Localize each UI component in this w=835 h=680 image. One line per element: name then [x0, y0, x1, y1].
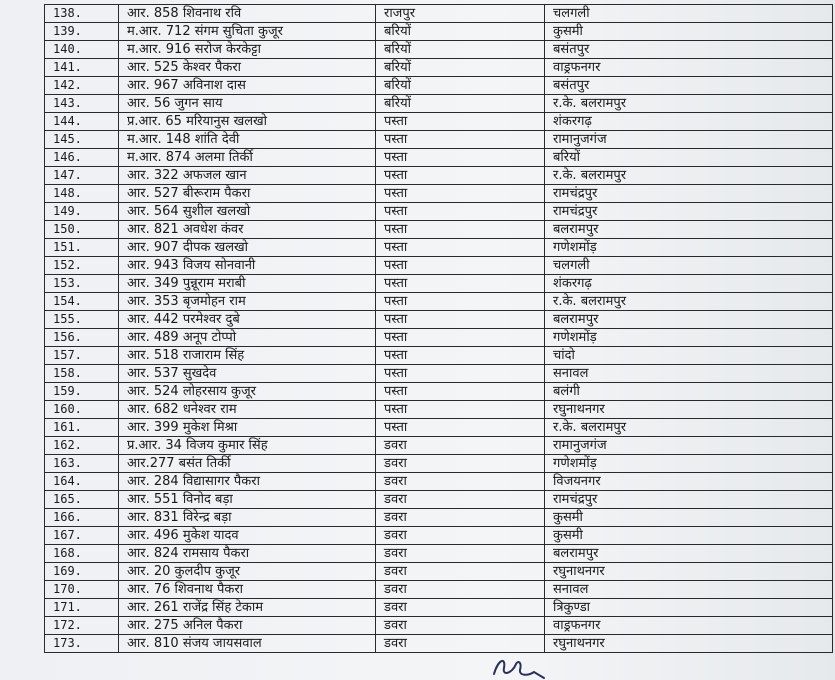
current-posting-cell: पस्ता	[376, 239, 545, 257]
table-row	[45, 5, 833, 23]
name-cell: आर. 496 मुकेश यादव	[119, 527, 376, 545]
new-posting-cell: शंकरगढ़	[545, 113, 833, 131]
serial-number-cell: 142.	[45, 77, 119, 95]
new-posting-cell: शंकरगढ़	[545, 275, 833, 293]
serial-number-cell: 170.	[45, 581, 119, 599]
table-row	[45, 149, 833, 167]
current-posting-cell: पस्ता	[376, 347, 545, 365]
current-posting-cell: डवरा	[376, 581, 545, 599]
serial-number-cell: 163.	[45, 455, 119, 473]
current-posting-cell: पस्ता	[376, 293, 545, 311]
serial-number-cell: 143.	[45, 95, 119, 113]
table-row	[45, 275, 833, 293]
current-posting-cell: पस्ता	[376, 113, 545, 131]
table-row	[45, 311, 833, 329]
current-posting-cell: पस्ता	[376, 221, 545, 239]
current-posting-cell: बरियों	[376, 41, 545, 59]
current-posting-cell: डवरा	[376, 599, 545, 617]
table-row	[45, 203, 833, 221]
new-posting-cell: बलरामपुर	[545, 311, 833, 329]
serial-number-cell: 148.	[45, 185, 119, 203]
name-cell: आर.277 बसंत तिर्की	[119, 455, 376, 473]
serial-number-cell: 167.	[45, 527, 119, 545]
name-cell: आर. 967 अविनाश दास	[119, 77, 376, 95]
current-posting-cell: पस्ता	[376, 257, 545, 275]
table-row	[45, 401, 833, 419]
current-posting-cell: डवरा	[376, 527, 545, 545]
current-posting-cell: डवरा	[376, 545, 545, 563]
current-posting-cell: डवरा	[376, 563, 545, 581]
new-posting-cell: रामानुजगंज	[545, 131, 833, 149]
current-posting-cell: डवरा	[376, 437, 545, 455]
table-row	[45, 329, 833, 347]
new-posting-cell: वाड्रफनगर	[545, 617, 833, 635]
serial-number-cell: 159.	[45, 383, 119, 401]
new-posting-cell: गणेशमोंड़	[545, 329, 833, 347]
new-posting-cell: र.के. बलरामपुर	[545, 167, 833, 185]
new-posting-cell: चांदो	[545, 347, 833, 365]
serial-number-cell: 138.	[45, 5, 119, 23]
current-posting-cell: डवरा	[376, 491, 545, 509]
name-cell: आर. 858 शिवनाथ रवि	[119, 5, 376, 23]
table-row	[45, 383, 833, 401]
transfer-list-table	[44, 4, 833, 653]
current-posting-cell: डवरा	[376, 617, 545, 635]
name-cell: म.आर. 916 सरोज केरकेट्टा	[119, 41, 376, 59]
table-row	[45, 239, 833, 257]
serial-number-cell: 168.	[45, 545, 119, 563]
new-posting-cell: रघुनाथनगर	[545, 635, 833, 653]
table-row	[45, 455, 833, 473]
table-row	[45, 473, 833, 491]
name-cell: आर. 353 बृजमोहन राम	[119, 293, 376, 311]
new-posting-cell: सनावल	[545, 365, 833, 383]
new-posting-cell: कुसमी	[545, 23, 833, 41]
serial-number-cell: 171.	[45, 599, 119, 617]
table-row	[45, 221, 833, 239]
name-cell: म.आर. 874 अलमा तिर्की	[119, 149, 376, 167]
current-posting-cell: पस्ता	[376, 275, 545, 293]
serial-number-cell: 151.	[45, 239, 119, 257]
new-posting-cell: बसंतपुर	[545, 77, 833, 95]
name-cell: प्र.आर. 34 विजय कुमार सिंह	[119, 437, 376, 455]
current-posting-cell: डवरा	[376, 509, 545, 527]
serial-number-cell: 169.	[45, 563, 119, 581]
table-row	[45, 347, 833, 365]
table-row	[45, 59, 833, 77]
name-cell: आर. 821 अवधेश कंवर	[119, 221, 376, 239]
new-posting-cell: बरियों	[545, 149, 833, 167]
name-cell: आर. 261 राजेंद्र सिंह टेकाम	[119, 599, 376, 617]
serial-number-cell: 149.	[45, 203, 119, 221]
name-cell: आर. 525 केश्वर पैकरा	[119, 59, 376, 77]
name-cell: आर. 682 धनेश्वर राम	[119, 401, 376, 419]
current-posting-cell: पस्ता	[376, 329, 545, 347]
current-posting-cell: राजपुर	[376, 5, 545, 23]
table-row	[45, 491, 833, 509]
table-row	[45, 509, 833, 527]
serial-number-cell: 155.	[45, 311, 119, 329]
new-posting-cell: बलंगी	[545, 383, 833, 401]
serial-number-cell: 144.	[45, 113, 119, 131]
serial-number-cell: 146.	[45, 149, 119, 167]
table-row	[45, 113, 833, 131]
name-cell: आर. 551 विनोद बड़ा	[119, 491, 376, 509]
name-cell: आर. 524 लोहरसाय कुजूर	[119, 383, 376, 401]
serial-number-cell: 164.	[45, 473, 119, 491]
table-row	[45, 419, 833, 437]
name-cell: आर. 322 अफजल खान	[119, 167, 376, 185]
new-posting-cell: रामचंद्रपुर	[545, 491, 833, 509]
new-posting-cell: वाड्रफनगर	[545, 59, 833, 77]
name-cell: प्र.आर. 65 मरियानुस खलखो	[119, 113, 376, 131]
new-posting-cell: र.के. बलरामपुर	[545, 419, 833, 437]
name-cell: म.आर. 712 संगम सुचिता कुजूर	[119, 23, 376, 41]
name-cell: आर. 56 जुगन साय	[119, 95, 376, 113]
name-cell: आर. 943 विजय सोनवानी	[119, 257, 376, 275]
current-posting-cell: पस्ता	[376, 419, 545, 437]
table-row	[45, 77, 833, 95]
table-row	[45, 293, 833, 311]
current-posting-cell: डवरा	[376, 635, 545, 653]
table-row	[45, 365, 833, 383]
table-row	[45, 23, 833, 41]
name-cell: आर. 399 मुकेश मिश्रा	[119, 419, 376, 437]
table-row	[45, 545, 833, 563]
new-posting-cell: बसंतपुर	[545, 41, 833, 59]
current-posting-cell: पस्ता	[376, 383, 545, 401]
current-posting-cell: बरियों	[376, 95, 545, 113]
serial-number-cell: 139.	[45, 23, 119, 41]
serial-number-cell: 150.	[45, 221, 119, 239]
serial-number-cell: 162.	[45, 437, 119, 455]
serial-number-cell: 140.	[45, 41, 119, 59]
serial-number-cell: 145.	[45, 131, 119, 149]
current-posting-cell: पस्ता	[376, 167, 545, 185]
table-row	[45, 437, 833, 455]
table-row	[45, 635, 833, 653]
serial-number-cell: 166.	[45, 509, 119, 527]
current-posting-cell: बरियों	[376, 77, 545, 95]
current-posting-cell: पस्ता	[376, 149, 545, 167]
serial-number-cell: 147.	[45, 167, 119, 185]
current-posting-cell: डवरा	[376, 455, 545, 473]
new-posting-cell: त्रिकुण्डा	[545, 599, 833, 617]
name-cell: आर. 442 परमेश्वर दुबे	[119, 311, 376, 329]
table-row	[45, 599, 833, 617]
new-posting-cell: गणेशमोंड़	[545, 239, 833, 257]
table-row	[45, 527, 833, 545]
current-posting-cell: पस्ता	[376, 311, 545, 329]
new-posting-cell: रामचंद्रपुर	[545, 185, 833, 203]
name-cell: आर. 824 रामसाय पैकरा	[119, 545, 376, 563]
current-posting-cell: पस्ता	[376, 401, 545, 419]
serial-number-cell: 172.	[45, 617, 119, 635]
name-cell: आर. 907 दीपक खलखो	[119, 239, 376, 257]
name-cell: आर. 527 बीरूराम पैकरा	[119, 185, 376, 203]
new-posting-cell: गणेशमोंड़	[545, 455, 833, 473]
current-posting-cell: पस्ता	[376, 203, 545, 221]
new-posting-cell: र.के. बलरामपुर	[545, 95, 833, 113]
name-cell: आर. 537 सुखदेव	[119, 365, 376, 383]
new-posting-cell: कुसमी	[545, 509, 833, 527]
serial-number-cell: 157.	[45, 347, 119, 365]
new-posting-cell: चलगली	[545, 257, 833, 275]
new-posting-cell: रामानुजगंज	[545, 437, 833, 455]
current-posting-cell: डवरा	[376, 473, 545, 491]
current-posting-cell: पस्ता	[376, 185, 545, 203]
name-cell: आर. 20 कुलदीप कुजूर	[119, 563, 376, 581]
current-posting-cell: पस्ता	[376, 365, 545, 383]
name-cell: आर. 518 राजाराम सिंह	[119, 347, 376, 365]
new-posting-cell: विजयनगर	[545, 473, 833, 491]
name-cell: आर. 810 संजय जायसवाल	[119, 635, 376, 653]
table-row	[45, 167, 833, 185]
serial-number-cell: 154.	[45, 293, 119, 311]
new-posting-cell: चलगली	[545, 5, 833, 23]
new-posting-cell: रामचंद्रपुर	[545, 203, 833, 221]
name-cell: आर. 284 विद्यासागर पैकरा	[119, 473, 376, 491]
new-posting-cell: सनावल	[545, 581, 833, 599]
new-posting-cell: कुसमी	[545, 527, 833, 545]
name-cell: आर. 831 विरेन्द्र बड़ा	[119, 509, 376, 527]
new-posting-cell: रघुनाथनगर	[545, 563, 833, 581]
serial-number-cell: 153.	[45, 275, 119, 293]
serial-number-cell: 156.	[45, 329, 119, 347]
current-posting-cell: पस्ता	[376, 131, 545, 149]
serial-number-cell: 161.	[45, 419, 119, 437]
current-posting-cell: बरियों	[376, 59, 545, 77]
new-posting-cell: रघुनाथनगर	[545, 401, 833, 419]
current-posting-cell: बरियों	[376, 23, 545, 41]
name-cell: आर. 489 अनूप टोप्पो	[119, 329, 376, 347]
table-row	[45, 131, 833, 149]
serial-number-cell: 165.	[45, 491, 119, 509]
table-row	[45, 41, 833, 59]
table-row	[45, 563, 833, 581]
name-cell: आर. 76 शिवनाथ पैकरा	[119, 581, 376, 599]
table-row	[45, 95, 833, 113]
name-cell: आर. 275 अनिल पैकरा	[119, 617, 376, 635]
new-posting-cell: बलरामपुर	[545, 545, 833, 563]
table-row	[45, 185, 833, 203]
serial-number-cell: 158.	[45, 365, 119, 383]
name-cell: आर. 564 सुशील खलखो	[119, 203, 376, 221]
name-cell: आर. 349 पुन्नूराम मराबी	[119, 275, 376, 293]
name-cell: म.आर. 148 शांति देवी	[119, 131, 376, 149]
signature-mark	[488, 652, 548, 680]
new-posting-cell: बलरामपुर	[545, 221, 833, 239]
serial-number-cell: 141.	[45, 59, 119, 77]
table-row	[45, 581, 833, 599]
serial-number-cell: 152.	[45, 257, 119, 275]
table-row	[45, 257, 833, 275]
new-posting-cell: र.के. बलरामपुर	[545, 293, 833, 311]
serial-number-cell: 160.	[45, 401, 119, 419]
serial-number-cell: 173.	[45, 635, 119, 653]
table-row	[45, 617, 833, 635]
